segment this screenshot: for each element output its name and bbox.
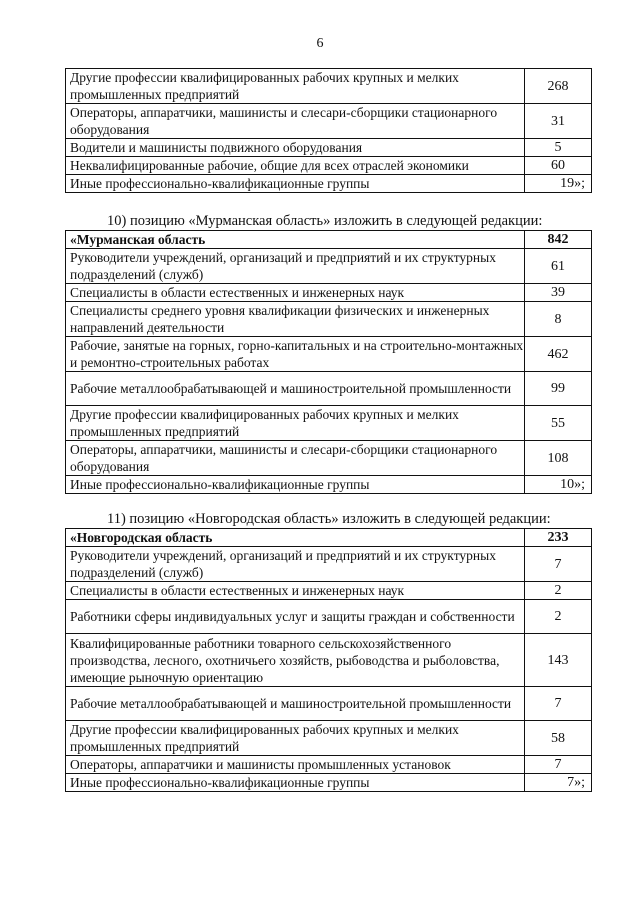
section-11-intro: 11) позицию «Новгородская область» изложить в следующей редакции: bbox=[107, 511, 551, 527]
table-row bbox=[66, 721, 592, 756]
table-row bbox=[66, 302, 592, 337]
table-row bbox=[66, 337, 592, 372]
table-row bbox=[66, 774, 592, 792]
table-row bbox=[66, 157, 592, 175]
table-row bbox=[66, 175, 592, 193]
table-row bbox=[66, 284, 592, 302]
row-label: Операторы, аппаратчики, машинисты и слесари-сборщики стационарного оборудования bbox=[66, 104, 525, 139]
row-value: 2 bbox=[525, 582, 592, 600]
row-label: Рабочие, занятые на горных, горно-капитальных и на строительно-монтажных и ремонтно-строительных работах bbox=[66, 337, 525, 372]
row-value: 19»; bbox=[525, 175, 592, 193]
row-value: 61 bbox=[525, 249, 592, 284]
table-row bbox=[66, 582, 592, 600]
row-value: 10»; bbox=[525, 476, 592, 494]
table-row bbox=[66, 441, 592, 476]
table-row bbox=[66, 476, 592, 494]
table-continued bbox=[65, 68, 592, 193]
row-label: Неквалифицированные рабочие, общие для всех отраслей экономики bbox=[66, 157, 525, 175]
table-row bbox=[66, 600, 592, 634]
row-value: 108 bbox=[525, 441, 592, 476]
table-novgorod bbox=[65, 528, 592, 792]
row-value: 7 bbox=[525, 547, 592, 582]
row-value: 7 bbox=[525, 756, 592, 774]
table-row bbox=[66, 69, 592, 104]
table-row bbox=[66, 104, 592, 139]
table-row bbox=[66, 139, 592, 157]
region-total: 233 bbox=[525, 529, 592, 547]
row-label: Другие профессии квалифицированных рабочих крупных и мелких промышленных предприятий bbox=[66, 69, 525, 104]
row-value: 58 bbox=[525, 721, 592, 756]
table-row bbox=[66, 372, 592, 406]
table-row bbox=[66, 249, 592, 284]
page-number: 6 bbox=[316, 36, 324, 51]
row-label: Иные профессионально-квалификационные группы bbox=[66, 476, 525, 494]
row-label: Операторы, аппаратчики, машинисты и слесари-сборщики стационарного оборудования bbox=[66, 441, 525, 476]
table-row bbox=[66, 687, 592, 721]
row-value: 55 bbox=[525, 406, 592, 441]
row-label: Рабочие металлообрабатывающей и машиностроительной промышленности bbox=[66, 687, 525, 721]
region-name: «Новгородская область bbox=[66, 529, 525, 547]
row-label: Руководители учреждений, организаций и предприятий и их структурных подразделений (служб) bbox=[66, 547, 525, 582]
row-label: Другие профессии квалифицированных рабочих крупных и мелких промышленных предприятий bbox=[66, 721, 525, 756]
region-name: «Мурманская область bbox=[66, 231, 525, 249]
row-value: 60 bbox=[525, 157, 592, 175]
region-total: 842 bbox=[525, 231, 592, 249]
row-label: Операторы, аппаратчики и машинисты промышленных установок bbox=[66, 756, 525, 774]
row-value: 39 bbox=[525, 284, 592, 302]
row-label: Руководители учреждений, организаций и предприятий и их структурных подразделений (служб) bbox=[66, 249, 525, 284]
row-label: Работники сферы индивидуальных услуг и защиты граждан и собственности bbox=[66, 600, 525, 634]
row-label: Специалисты среднего уровня квалификации физических и инженерных направлений деятельности bbox=[66, 302, 525, 337]
row-label: Другие профессии квалифицированных рабочих крупных и мелких промышленных предприятий bbox=[66, 406, 525, 441]
row-label: Иные профессионально-квалификационные группы bbox=[66, 774, 525, 792]
row-value: 8 bbox=[525, 302, 592, 337]
row-value: 31 bbox=[525, 104, 592, 139]
row-value: 2 bbox=[525, 600, 592, 634]
row-value: 7 bbox=[525, 687, 592, 721]
row-value: 143 bbox=[525, 634, 592, 687]
row-label: Водители и машинисты подвижного оборудования bbox=[66, 139, 525, 157]
row-value: 268 bbox=[525, 69, 592, 104]
table-header-row bbox=[66, 231, 592, 249]
table-row bbox=[66, 634, 592, 687]
row-value: 462 bbox=[525, 337, 592, 372]
table-row bbox=[66, 547, 592, 582]
table-row bbox=[66, 756, 592, 774]
row-value: 5 bbox=[525, 139, 592, 157]
row-value: 7»; bbox=[525, 774, 592, 792]
row-value: 99 bbox=[525, 372, 592, 406]
row-label: Специалисты в области естественных и инженерных наук bbox=[66, 582, 525, 600]
table-row bbox=[66, 406, 592, 441]
row-label: Квалифицированные работники товарного сельскохозяйственного производства, лесного, охотничьего хозяйств, рыбоводства и рыболовства, имеющие рыночную ориентацию bbox=[66, 634, 525, 687]
row-label: Специалисты в области естественных и инженерных наук bbox=[66, 284, 525, 302]
table-header-row bbox=[66, 529, 592, 547]
section-10-intro: 10) позицию «Мурманская область» изложить в следующей редакции: bbox=[107, 213, 543, 229]
row-label: Иные профессионально-квалификационные группы bbox=[66, 175, 525, 193]
row-label: Рабочие металлообрабатывающей и машиностроительной промышленности bbox=[66, 372, 525, 406]
table-murmansk bbox=[65, 230, 592, 494]
